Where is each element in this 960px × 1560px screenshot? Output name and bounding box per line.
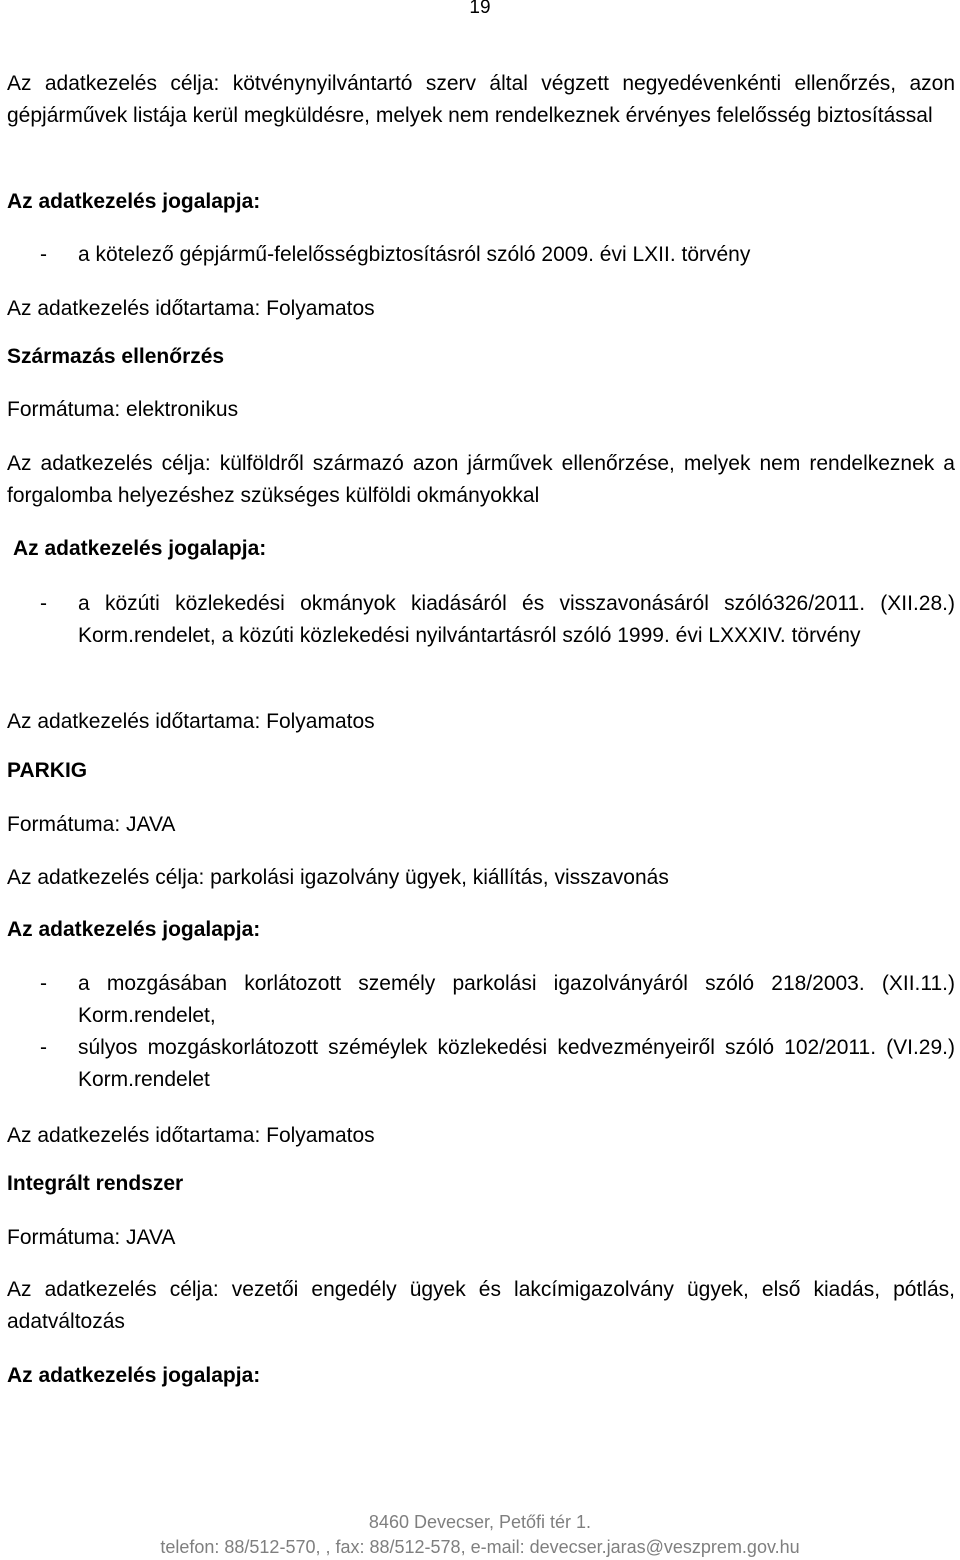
legal-basis-heading-integralt: Az adatkezelés jogalapja: (7, 1364, 261, 1387)
list-dash: - (40, 1036, 47, 1059)
list-item (7, 1032, 955, 1096)
section-title-szarmazas: Származás ellenőrzés (7, 345, 225, 368)
duration-text-szarmazas: Az adatkezelés időtartama: Folyamatos (7, 710, 375, 733)
section-title-parkig: PARKIG (7, 759, 88, 782)
purpose-text-integralt: Az adatkezelés célja: vezetői engedély ügyek és lakcímigazolvány ügyek, első kiadás, pótlás, adatváltozás (7, 1278, 955, 1333)
list-dash: - (40, 243, 47, 266)
legal-basis-list-first (7, 239, 955, 271)
list-item-text: a kötelező gépjármű-felelősségbiztosításról szóló 2009. évi LXII. törvény (78, 243, 751, 266)
legal-basis-heading-szarmazas: Az adatkezelés jogalapja: (13, 537, 267, 560)
format-text-integralt: Formátuma: JAVA (7, 1226, 176, 1249)
list-item (7, 239, 955, 271)
footer-address: 8460 Devecser, Petőfi tér 1. (368, 1512, 592, 1532)
duration-text-first: Az adatkezelés időtartama: Folyamatos (7, 297, 375, 320)
section-title-integralt: Integrált rendszer (7, 1172, 184, 1195)
format-text-parkig: Formátuma: JAVA (7, 813, 176, 836)
list-item-text: súlyos mozgáskorlátozott széméylek közlekedési kedvezményeiről szóló 102/2011. (VI.29.) Korm.rendelet (78, 1036, 955, 1091)
purpose-text-szarmazas: Az adatkezelés célja: külföldről származó azon járművek ellenőrzése, melyek nem rendelkeznek a forgalomba helyezéshez szükséges külföldi okmányokkal (7, 452, 955, 507)
list-dash: - (40, 972, 47, 995)
list-item-text: a közúti közlekedési okmányok kiadásáról és visszavonásáról szóló326/2011. (XII.28.) Korm.rendelet, a közúti közlekedési nyilvántartásról szóló 1999. évi LXXXIV. törvény (78, 592, 955, 647)
list-item-text: a mozgásában korlátozott személy parkolási igazolványáról szóló 218/2003. (XII.11.) Korm.rendelet, (78, 972, 955, 1027)
duration-text-parkig: Az adatkezelés időtartama: Folyamatos (7, 1124, 375, 1147)
purpose-text-first: Az adatkezelés célja: kötvénynyilvántartó szerv által végzett negyedévenkénti ellenőrzés, azon gépjárművek listája kerül megküldésre, melyek nem rendelkeznek érvényes felelősség biztosítással (7, 72, 955, 127)
format-text-szarmazas: Formátuma: elektronikus (7, 398, 239, 421)
list-item (7, 968, 955, 1032)
list-item (7, 588, 955, 652)
footer-contact: telefon: 88/512-570, , fax: 88/512-578, e-mail: devecser.jaras@veszprem.gov.hu (160, 1537, 800, 1557)
purpose-text-parkig: Az adatkezelés célja: parkolási igazolvány ügyek, kiállítás, visszavonás (7, 866, 669, 889)
list-dash: - (40, 592, 47, 615)
legal-basis-list-szarmazas (7, 588, 955, 652)
legal-basis-list-parkig (7, 968, 955, 1096)
legal-basis-heading-parkig: Az adatkezelés jogalapja: (7, 918, 261, 941)
page-number: 19 (469, 0, 491, 18)
legal-basis-heading-first: Az adatkezelés jogalapja: (7, 190, 261, 213)
